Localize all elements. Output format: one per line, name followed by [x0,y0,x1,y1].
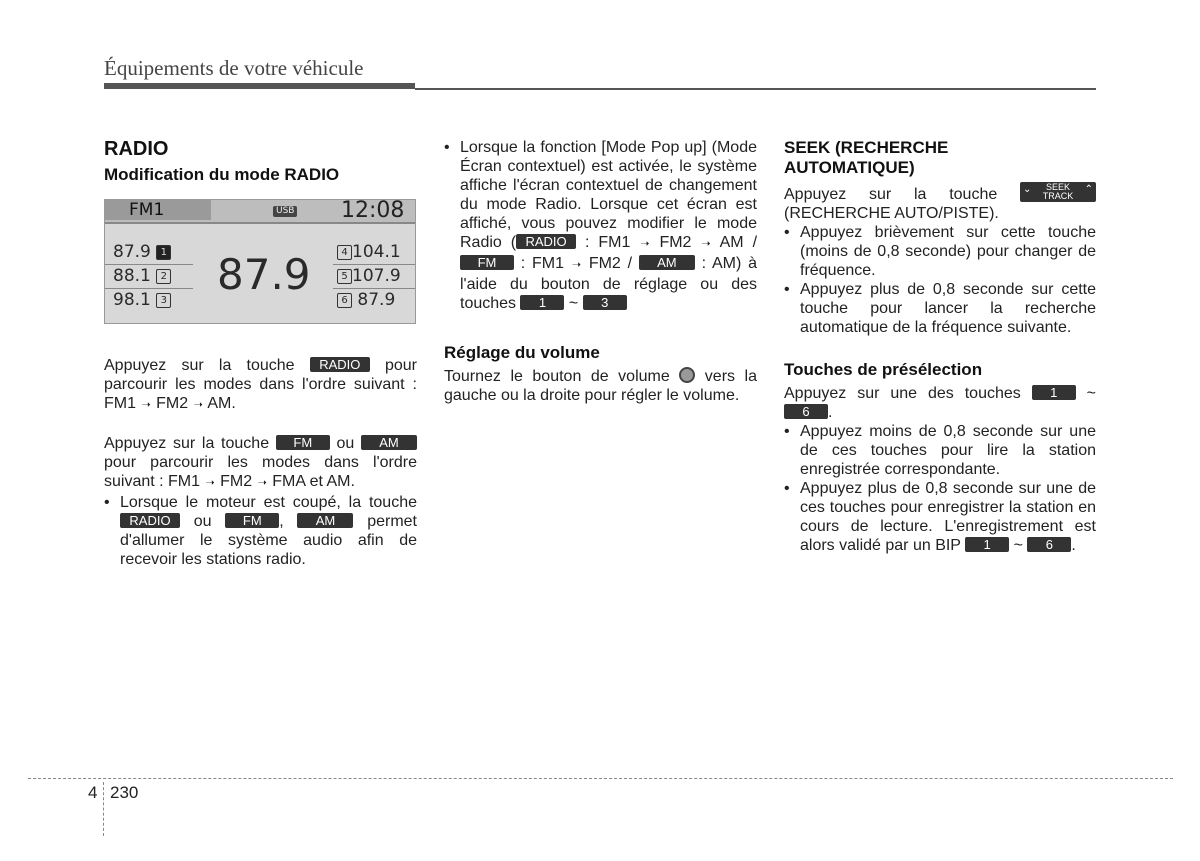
seek-track-key-icon: ⌄ SEEK TRACK ⌃ [1020,182,1096,202]
radio-display-illustration [104,199,416,324]
preset-row: 98.1 3 [113,288,171,312]
preset-number-icon: 3 [156,293,171,308]
arrow-right-icon: ➝ [193,399,203,411]
display-clock: 12:08 [341,199,405,223]
fm-key-icon: FM [225,513,279,528]
preset-paragraph: Appuyez sur une des touches 1 ~ 6 . [784,385,1096,421]
preset-key-1-icon: 1 [520,295,564,310]
arrow-right-icon: ➝ [205,477,215,489]
arrow-right-icon: ➝ [571,259,582,271]
preset-key-1-icon: 1 [1032,385,1076,400]
footer-vertical-divider [103,782,104,836]
chevron-up-icon: ⌃ [1084,184,1093,195]
chapter-number: 4 [88,783,98,802]
arrow-right-icon: ➝ [640,238,650,250]
column-left [104,138,417,569]
arrow-right-icon: ➝ [257,477,267,489]
preset-row: 5 107.9 [337,264,401,288]
preset-row: 87.9 1 [113,240,171,264]
column-middle [444,138,757,405]
chevron-down-icon: ⌄ [1023,184,1032,195]
seek-long-press-bullet: • Appuyez plus de 0,8 seconde sur cette touche pour lancer la recherche automatique de la fréquence suivante. [784,280,1096,337]
seek-heading: SEEK (RECHERCHE AUTOMATIQUE) [784,138,949,177]
fm-key-icon: FM [460,255,514,270]
preset-number-icon: 5 [337,269,352,284]
header-rule-thin [415,88,1096,90]
radio-key-paragraph: Appuyez sur la touche RADIO pour parcourir les modes dans l'ordre suivant : FM1 ➝ FM2 ➝ AM. [104,356,417,415]
am-key-icon: AM [297,513,353,528]
page-number: 230 [110,783,139,802]
preset-key-1-icon: 1 [965,537,1009,552]
am-key-icon: AM [361,435,417,450]
radio-mode-subheading: Modification du mode RADIO [104,165,340,184]
am-key-icon: AM [639,255,695,270]
volume-heading: Réglage du volume [444,343,600,362]
radio-key-icon: RADIO [120,513,180,528]
seek-paragraph: Appuyez sur la touche ⌄ SEEK TRACK ⌃ (RECHERCHE AUTO/PISTE). [784,182,1096,223]
preset-row: 6 87.9 [337,288,395,312]
display-current-frequency: 87.9 [217,250,311,299]
preset-long-press-bullet: • Appuyez plus de 0,8 seconde sur une de ces touches pour enregistrer la station en cours de lecture. L'enregistrement est alors validé par un BIP 1 ~ 6 . [784,479,1096,555]
preset-key-6-icon: 6 [1027,537,1071,552]
preset-key-3-icon: 3 [583,295,627,310]
preset-row: 88.1 2 [113,264,171,288]
display-band: FM1 [105,200,211,220]
footer-divider [28,778,1173,779]
preset-short-press-bullet: • Appuyez moins de 0,8 seconde sur une de ces touches pour lire la station enregistrée correspondante. [784,422,1096,479]
display-usb-badge: USB [273,206,297,217]
section-title: Équipements de votre véhicule [104,56,364,80]
header-rule-thick [104,83,415,89]
popup-mode-bullet: • Lorsque la fonction [Mode Pop up] (Mode Écran contextuel) est activée, le système affiche l'écran contextuel de changement du mode Radio. Lorsque cet écran est affiché, vous pouvez modifier le mode Radio ( RADIO : FM1 ➝ FM2 ➝ AM / FM : FM1 ➝ FM2 / AM : AM) à l'aide du bouton de réglage ou des touches 1 ~ 3 [444,138,757,313]
fm-am-key-paragraph: Appuyez sur la touche FM ou AM pour parcourir les modes dans l'ordre suivant : FM1 ➝ FM2 ➝ FMA et AM. [104,434,417,493]
arrow-right-icon: ➝ [701,238,711,250]
arrow-right-icon: ➝ [141,399,151,411]
seek-short-press-bullet: • Appuyez brièvement sur cette touche (moins de 0,8 seconde) pour changer de fréquence. [784,223,1096,280]
preset-number-icon: 2 [156,269,171,284]
radio-heading: RADIO [104,138,169,160]
column-right [784,138,1096,555]
radio-key-icon: RADIO [310,357,370,372]
preset-number-icon: 1 [156,245,171,260]
volume-paragraph: Tournez le bouton de volume vers la gauche ou la droite pour régler le volume. [444,368,757,404]
preset-heading: Touches de présélection [784,360,983,379]
preset-number-icon: 6 [337,293,352,308]
fm-key-icon: FM [276,435,330,450]
volume-knob-icon [679,367,695,383]
engine-off-bullet: • Lorsque le moteur est coupé, la touche RADIO ou FM , AM permet d'allumer le système audio afin de recevoir les stations radio. [104,493,417,569]
radio-key-icon: RADIO [516,234,576,249]
preset-row: 4 104.1 [337,240,401,264]
preset-key-6-icon: 6 [784,404,828,419]
preset-number-icon: 4 [337,245,352,260]
